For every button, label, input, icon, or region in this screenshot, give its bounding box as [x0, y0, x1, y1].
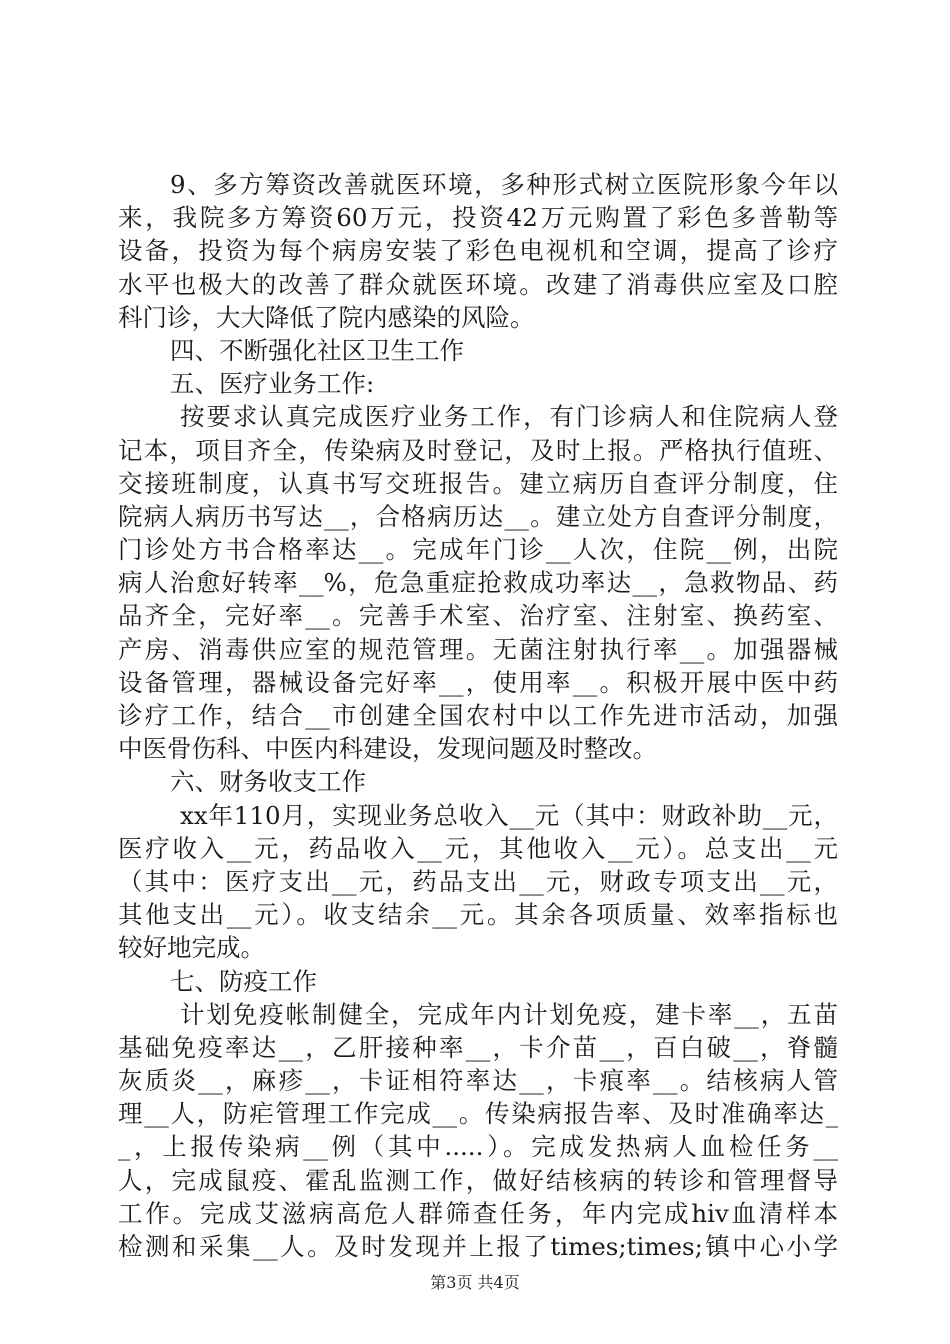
text-line: 科门诊，大大降低了院内感染的风险。	[118, 302, 535, 332]
text-line: 人，完成鼠疫、霍乱监测工作，做好结核病的转诊和管理督导	[118, 1165, 838, 1195]
text-line: 工作。完成艾滋病高危人群筛查任务，年内完成hiv血清样本	[118, 1198, 838, 1228]
text-line: 来，我院多方筹资60万元，投资42万元购置了彩色多普勒等	[118, 203, 838, 233]
text-line: 理__人，防疟管理工作完成__。传染病报告率、及时准确率达_	[118, 1099, 838, 1129]
text-line: 其他支出__元）。收支结余__元。其余各项质量、效率指标也	[118, 900, 838, 930]
text-line: 品齐全，完好率__。完善手术室、治疗室、注射室、换药室、	[118, 601, 838, 631]
text-line: 中医骨伤科、中医内科建设，发现问题及时整改。	[118, 734, 657, 764]
body-text	[118, 168, 838, 1263]
text-line: 交接班制度，认真书写交班报告。建立病历自查评分制度，住	[118, 468, 838, 498]
section-heading: 四、不断强化社区卫生工作	[170, 335, 464, 365]
text-line: 较好地完成。	[118, 933, 265, 963]
section-heading: 五、医疗业务工作:	[170, 369, 375, 399]
text-line: xx年110月，实现业务总收入__元（其中：财政补助__元，	[180, 800, 838, 830]
text-line: 灰质炎__，麻疹__，卡证相符率达__，卡痕率__。结核病人管	[118, 1066, 838, 1096]
text-line: 水平也极大的改善了群众就医环境。改建了消毒供应室及口腔	[118, 269, 838, 299]
text-line: 计划免疫帐制健全，完成年内计划免疫，建卡率__，五苗	[180, 999, 838, 1029]
text-line: 医疗收入__元，药品收入__元，其他收入__元）。总支出__元	[118, 833, 838, 863]
text-line: _，上报传染病__例（其中.....）。完成发热病人血检任务__	[118, 1132, 838, 1162]
text-line: （其中：医疗支出__元，药品支出__元，财政专项支出__元，	[118, 866, 838, 896]
section-heading: 六、财务收支工作	[170, 767, 366, 797]
text-line: 基础免疫率达__，乙肝接种率__，卡介苗__，百白破__，脊髓	[118, 1032, 838, 1062]
text-line: 9、多方筹资改善就医环境，多种形式树立医院形象今年以	[170, 170, 838, 199]
text-line: 诊疗工作，结合__市创建全国农村中以工作先进市活动，加强	[118, 701, 838, 730]
text-line: 检测和采集__人。及时发现并上报了times;times;镇中心小学	[118, 1232, 838, 1261]
text-line: 记本，项目齐全，传染病及时登记，及时上报。严格执行值班、	[118, 435, 838, 465]
text-line: 院病人病历书写达__，合格病历达__。建立处方自查评分制度，	[118, 501, 838, 531]
text-line: 设备，投资为每个病房安装了彩色电视机和空调，提高了诊疗	[118, 236, 838, 266]
text-line: 病人治愈好转率__%，危急重症抢救成功率达__，急救物品、药	[118, 568, 838, 598]
text-line: 门诊处方书合格率达__。完成年门诊__人次，住院__例，出院	[118, 535, 838, 565]
text-line: 按要求认真完成医疗业务工作，有门诊病人和住院病人登	[180, 402, 838, 432]
page-footer: 第3页 共4页	[430, 1273, 520, 1292]
section-heading: 七、防疫工作	[170, 966, 317, 996]
text-line: 设备管理，器械设备完好率__，使用率__。积极开展中医中药	[118, 667, 838, 697]
text-line: 产房、消毒供应室的规范管理。无菌注射执行率__。加强器械	[118, 634, 838, 664]
